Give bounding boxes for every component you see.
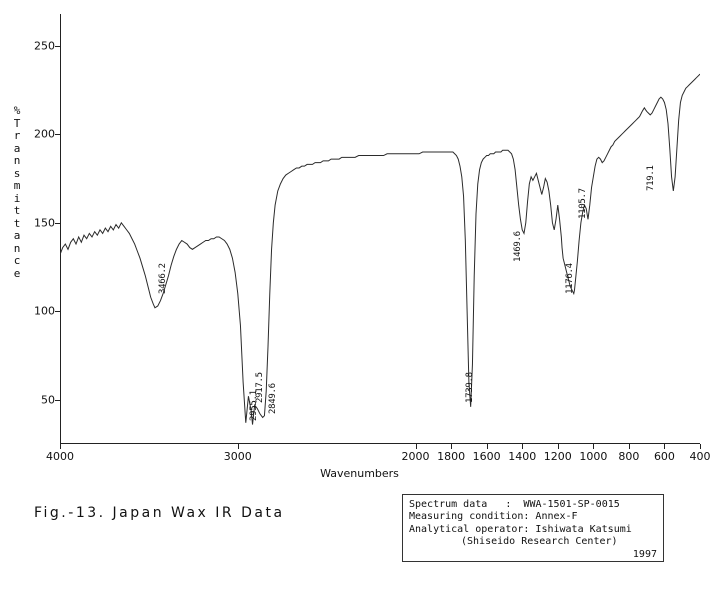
y-axis-title-char: s bbox=[13, 166, 21, 180]
info-spectrum-data-label: Spectrum data bbox=[409, 499, 488, 510]
y-axis-title-char: t bbox=[13, 216, 21, 230]
x-tick-mark bbox=[700, 444, 701, 449]
x-tick-mark bbox=[522, 444, 523, 449]
y-axis-title-char: i bbox=[13, 191, 21, 205]
peak-label: 719.1 bbox=[646, 165, 657, 191]
info-year: 1997 bbox=[632, 548, 657, 560]
peak-label: 3466.2 bbox=[157, 262, 168, 294]
y-axis-title-char: n bbox=[13, 241, 21, 255]
peak-label: 1469.6 bbox=[512, 231, 523, 262]
info-spectrum-data-value: WWA-1501-SP-0015 bbox=[523, 499, 620, 510]
y-axis-title-char: t bbox=[13, 204, 21, 217]
x-tick-label: 1400 bbox=[508, 450, 537, 463]
y-tick-label: 200 bbox=[34, 127, 55, 141]
figure-caption: Fig.-13. Japan Wax IR Data bbox=[34, 505, 285, 521]
x-tick-label: 400 bbox=[689, 450, 711, 463]
peak-label: 2849.6 bbox=[267, 383, 278, 414]
y-axis-title-char: % bbox=[13, 104, 21, 117]
x-tick-label: 1200 bbox=[543, 450, 572, 463]
peak-label: 2917.5 bbox=[255, 372, 266, 404]
y-axis-title-char: e bbox=[13, 266, 21, 280]
peak-label: 2955.1 bbox=[248, 390, 259, 421]
x-tick-mark bbox=[451, 444, 452, 449]
y-tick-label: 250 bbox=[34, 39, 55, 53]
x-tick-label: 3000 bbox=[223, 450, 252, 463]
x-tick-mark bbox=[487, 444, 488, 449]
y-tick-label: 150 bbox=[34, 216, 55, 230]
y-tick-label: 50 bbox=[41, 393, 55, 407]
info-research-center: (Shiseido Research Center) bbox=[461, 536, 618, 548]
peak-label: 1105.7 bbox=[577, 188, 588, 220]
y-axis-title-char: a bbox=[13, 229, 21, 242]
chart-plot-area bbox=[34, 14, 711, 463]
info-measuring-condition: Measuring condition: Annex-F bbox=[409, 511, 578, 523]
y-axis-title-char: m bbox=[13, 179, 21, 192]
y-axis-title-char: r bbox=[13, 129, 21, 142]
info-analytical-operator: Analytical operator: Ishiwata Katsumi bbox=[409, 523, 632, 535]
x-tick-mark bbox=[629, 444, 630, 449]
x-tick-label: 800 bbox=[618, 450, 640, 463]
x-tick-label: 1800 bbox=[437, 450, 466, 463]
x-tick-label: 2000 bbox=[401, 450, 430, 463]
spectrum-trace bbox=[60, 14, 700, 444]
y-axis-title bbox=[8, 105, 26, 280]
x-tick-mark bbox=[238, 444, 239, 449]
x-tick-label: 1600 bbox=[472, 450, 501, 463]
y-axis-title-char: T bbox=[13, 116, 21, 130]
x-tick-mark bbox=[416, 444, 417, 449]
x-tick-mark bbox=[558, 444, 559, 449]
spectrum-info-box bbox=[402, 494, 664, 562]
x-tick-mark bbox=[664, 444, 665, 449]
info-spectrum-data-row bbox=[409, 499, 657, 511]
y-axis-title-char: a bbox=[13, 141, 21, 155]
y-axis-title-char: n bbox=[13, 154, 21, 167]
x-axis-title: Wavenumbers bbox=[320, 467, 399, 480]
x-tick-label: 600 bbox=[653, 450, 675, 463]
x-tick-label: 4000 bbox=[46, 450, 74, 463]
info-colon: : bbox=[505, 499, 512, 510]
x-tick-mark bbox=[593, 444, 594, 449]
y-tick-label: 100 bbox=[34, 304, 55, 318]
x-tick-mark bbox=[60, 444, 61, 449]
y-axis-title-char: c bbox=[13, 254, 21, 267]
peak-label: 1739.8 bbox=[464, 372, 475, 404]
x-tick-label: 1000 bbox=[579, 450, 608, 463]
peak-label: 1176.4 bbox=[564, 262, 575, 294]
